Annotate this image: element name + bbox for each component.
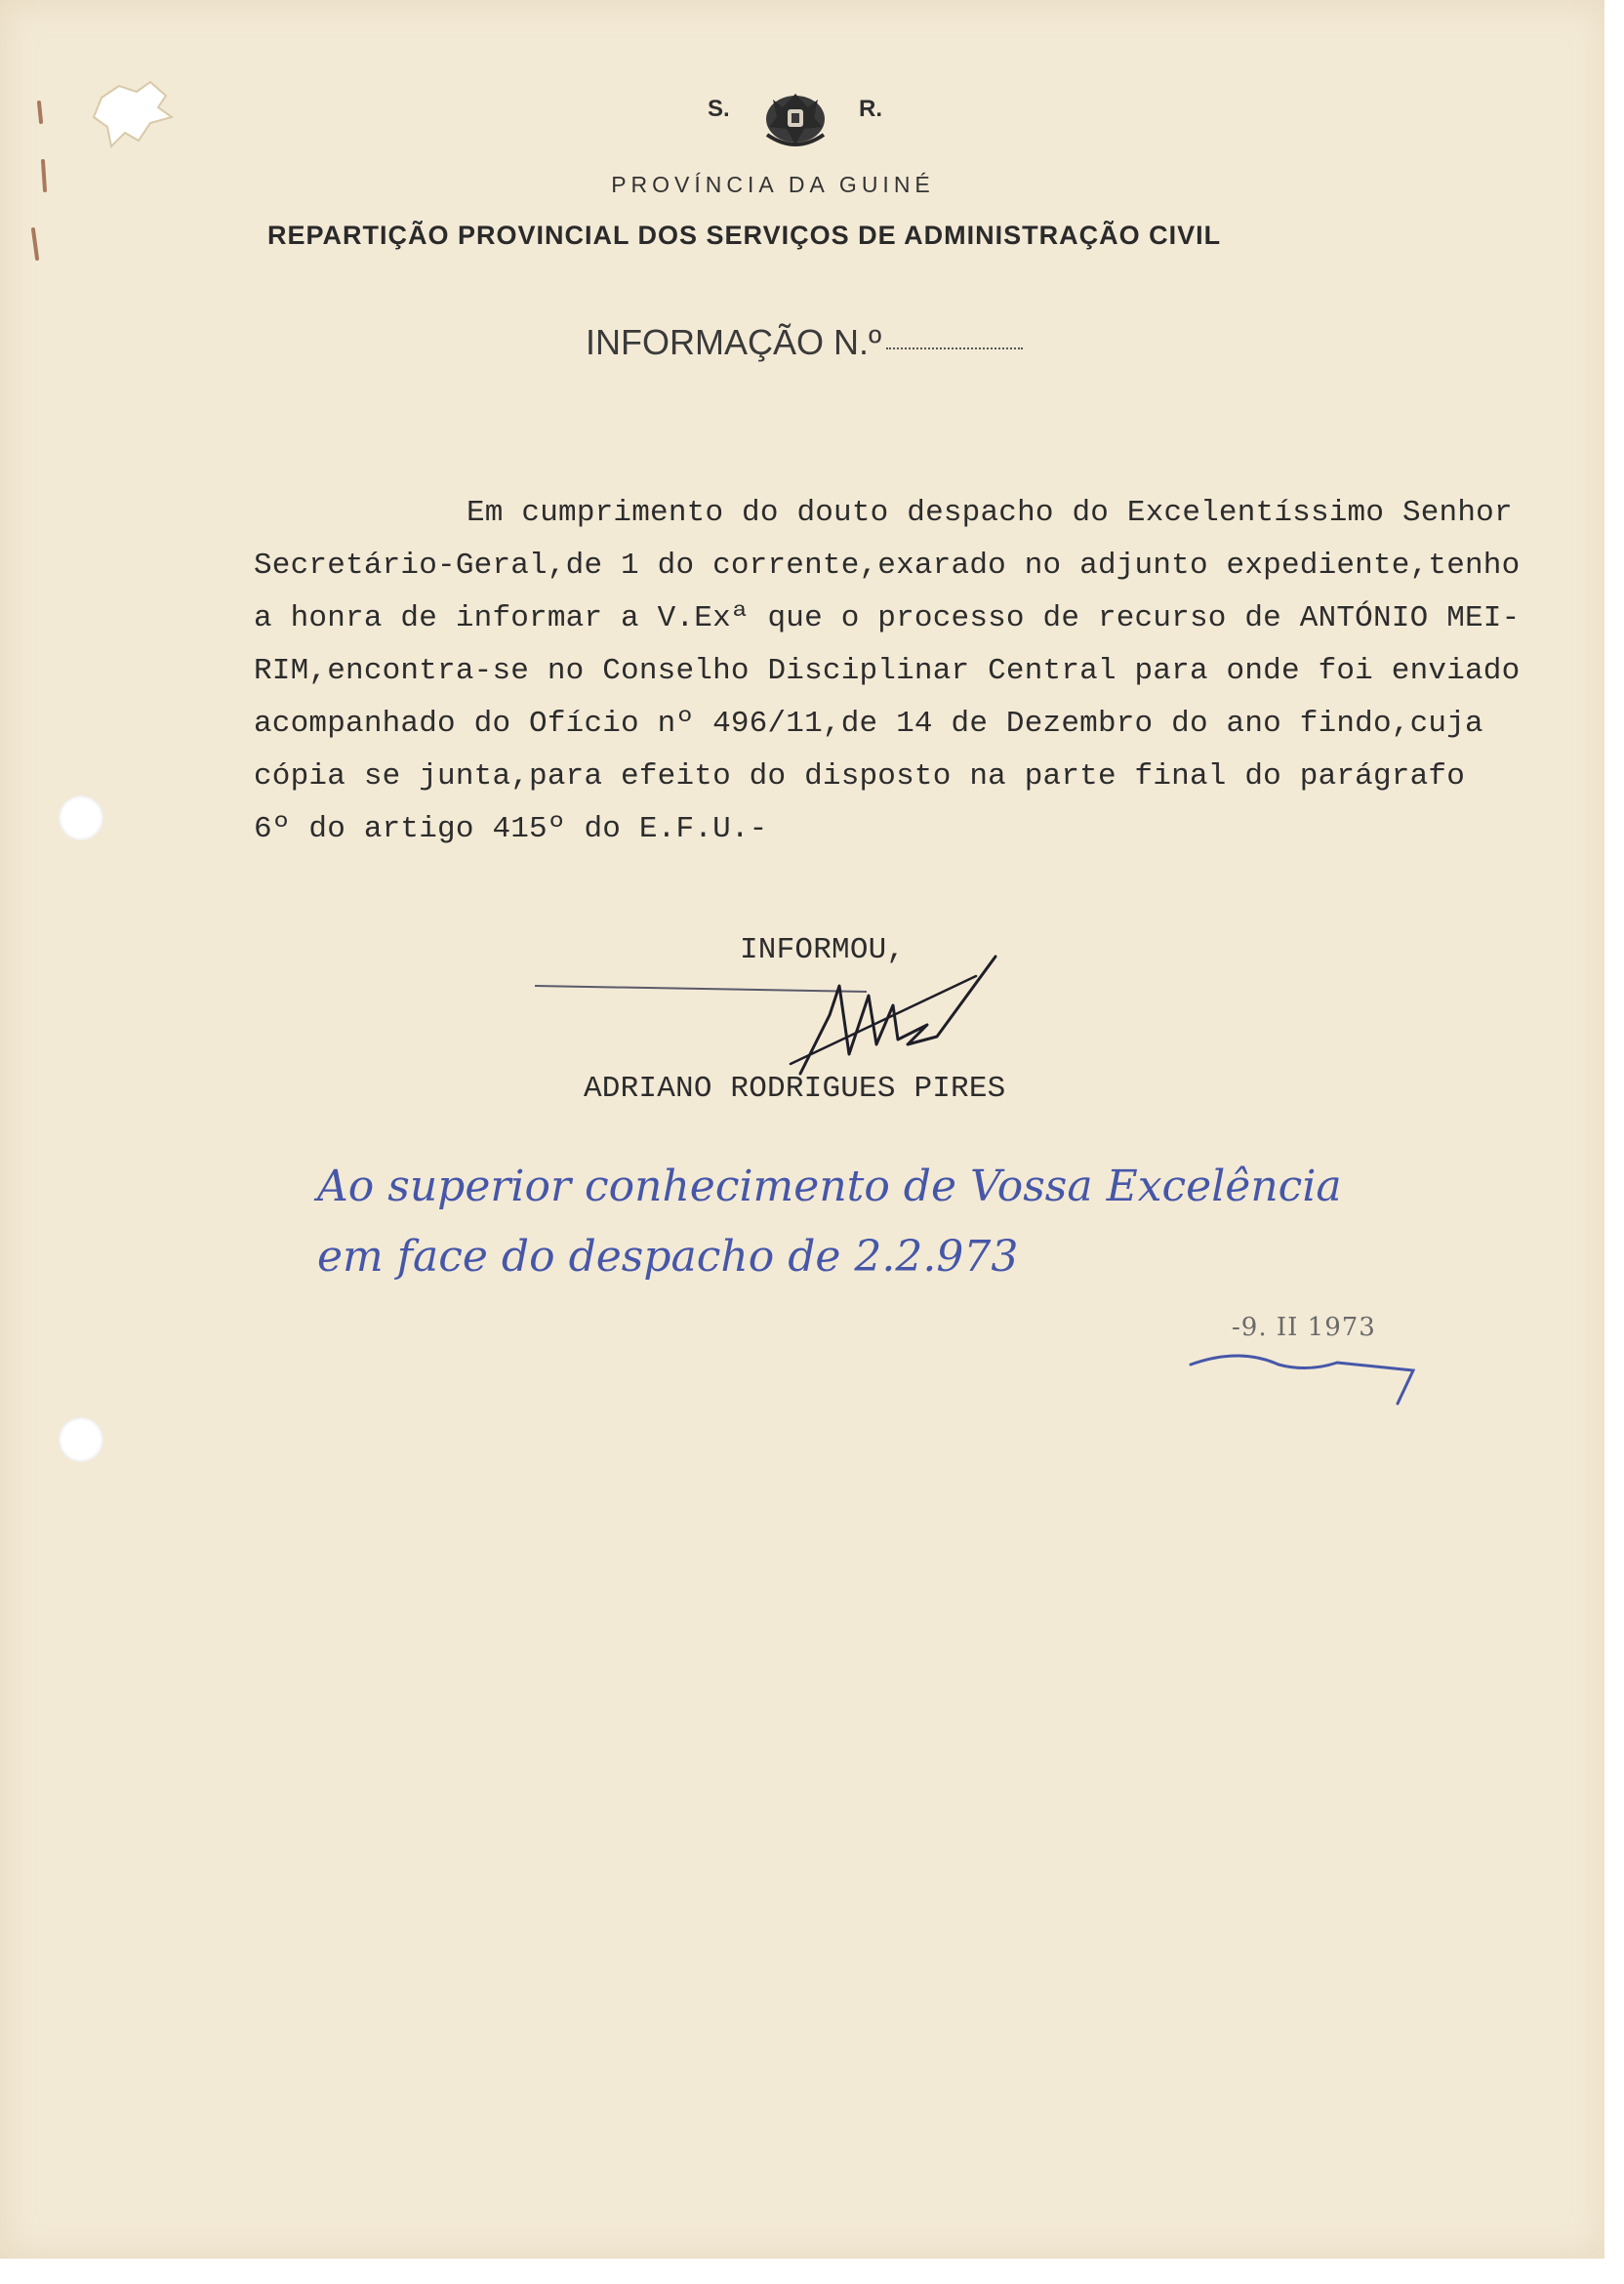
body-line-1: Em cumprimento do douto despacho do Excelentíssimo Senhor — [467, 496, 1513, 530]
province-title: PROVÍNCIA DA GUINÉ — [611, 172, 935, 197]
paper-tear-mark — [90, 78, 178, 151]
department-title: REPARTIÇÃO PROVINCIAL DOS SERVIÇOS DE ADMINISTRAÇÃO CIVIL — [267, 221, 1222, 250]
body-line-3: a honra de informar a V.Exª que o processo de recurso de ANTÓNIO MEI- — [254, 601, 1521, 635]
page-edge-bottom — [0, 2259, 1624, 2284]
annotation-line-2: em face do despacho de 2.2.973 — [317, 1232, 1019, 1282]
header-right-initial: R. — [859, 96, 882, 122]
signatory-name: ADRIANO RODRIGUES PIRES — [584, 1072, 1006, 1106]
information-number-label: INFORMAÇÃO N.º — [586, 322, 882, 362]
date-stamp: -9. II 1973 — [1232, 1313, 1376, 1342]
coat-of-arms-icon — [753, 84, 837, 152]
punch-hole-bottom — [59, 1417, 103, 1462]
initials-signature — [1181, 1337, 1435, 1425]
page-edge-right — [1604, 0, 1624, 2284]
informed-label: INFORMOU, — [740, 933, 906, 967]
information-number-blank — [886, 347, 1023, 349]
header-left-initial: S. — [708, 96, 730, 122]
body-line-2: Secretário-Geral,de 1 do corrente,exarado no adjunto expediente,tenho — [254, 549, 1521, 583]
punch-hole-top — [59, 795, 103, 840]
body-line-6: cópia se junta,para efeito do disposto na parte final do parágrafo — [254, 759, 1465, 794]
body-line-5: acompanhado do Ofício nº 496/11,de 14 de Dezembro do ano findo,cuja — [254, 707, 1483, 741]
body-line-7: 6º do artigo 415º do E.F.U.- — [254, 812, 768, 846]
body-line-4: RIM,encontra-se no Conselho Disciplinar Central para onde foi enviado — [254, 654, 1521, 688]
annotation-line-1: Ao superior conhecimento de Vossa Excelência — [317, 1162, 1342, 1211]
